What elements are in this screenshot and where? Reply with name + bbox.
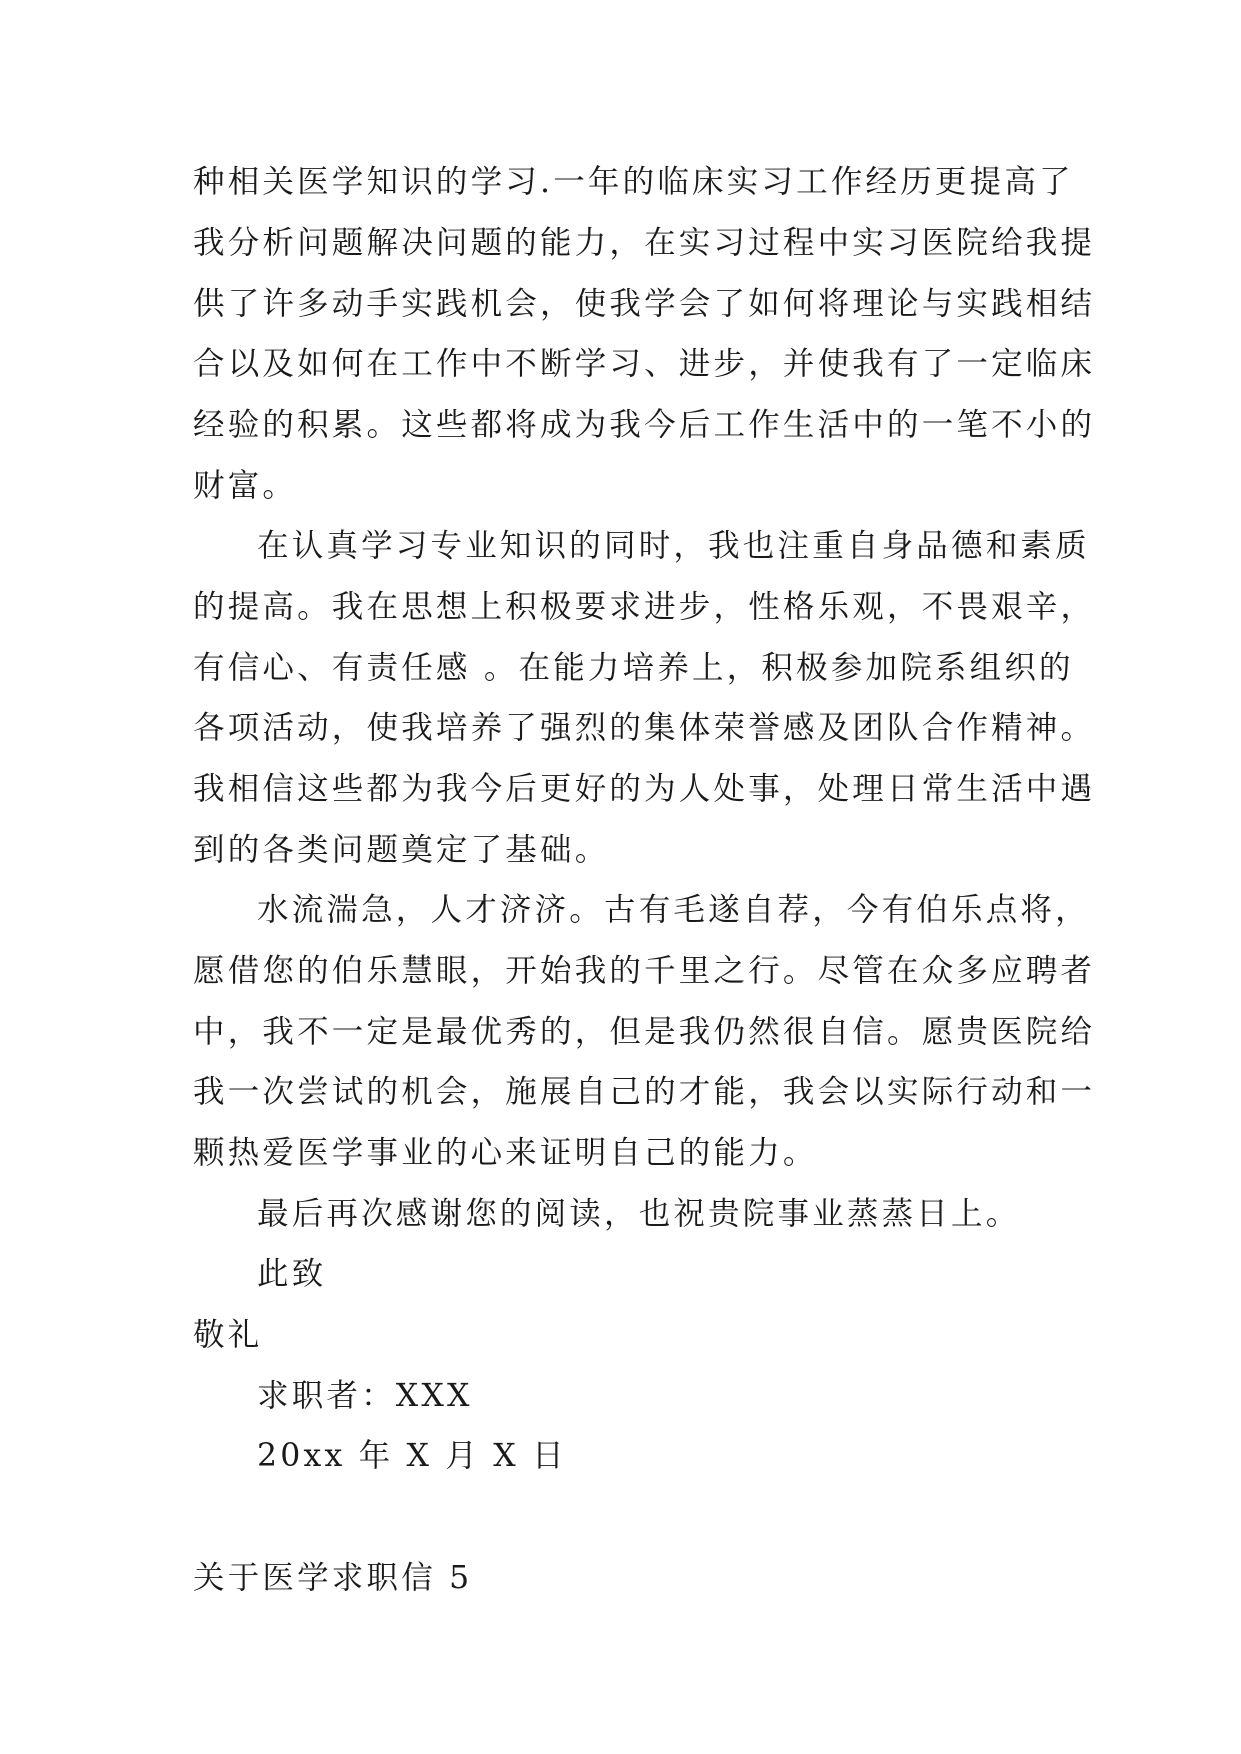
paragraph-line: 到的各类问题奠定了基础。 <box>193 832 610 868</box>
paragraph-line: 供了许多动手实践机会，使我学会了如何将理论与实践相结 <box>193 286 1096 322</box>
paragraph-line: 颗热爱医学事业的心来证明自己的能力。 <box>193 1135 818 1171</box>
paragraph-line: 水流湍急，人才济济。古有毛遂自荐，今有伯乐点将， <box>257 892 1090 928</box>
paragraph-line: 我一次尝试的机会，施展自己的才能，我会以实际行动和一 <box>193 1074 1096 1110</box>
paragraph-line: 种相关医学知识的学习.一年的临床实习工作经历更提高了 <box>193 164 1074 200</box>
salutation-regards: 敬礼 <box>193 1317 263 1353</box>
closing-line: 最后再次感谢您的阅读，也祝贵院事业蒸蒸日上。 <box>257 1196 1021 1232</box>
paragraph-line: 在认真学习专业知识的同时，我也注重自身品德和素质 <box>257 528 1090 564</box>
paragraph-line: 我相信这些都为我今后更好的为人处事，处理日常生活中遇 <box>193 771 1096 807</box>
paragraph-line: 经验的积累。这些都将成为我今后工作生活中的一笔不小的 <box>193 407 1096 443</box>
salutation-closing: 此致 <box>257 1256 327 1292</box>
paragraph-line: 愿借您的伯乐慧眼，开始我的千里之行。尽管在众多应聘者 <box>193 953 1096 989</box>
signature-date: 20xx 年 X 月 X 日 <box>257 1438 567 1474</box>
section-heading: 关于医学求职信 5 <box>193 1560 473 1596</box>
paragraph-line: 中，我不一定是最优秀的，但是我仍然很自信。愿贵医院给 <box>193 1014 1096 1050</box>
paragraph-line: 的提高。我在思想上积极要求进步，性格乐观，不畏艰辛， <box>193 589 1096 625</box>
paragraph-line: 我分析问题解决问题的能力，在实习过程中实习医院给我提 <box>193 225 1096 261</box>
paragraph-line: 合以及如何在工作中不断学习、进步，并使我有了一定临床 <box>193 346 1096 382</box>
paragraph-line: 财富。 <box>193 468 298 504</box>
signature-applicant: 求职者：XXX <box>257 1378 473 1414</box>
paragraph-line: 有信心、有责任感 。在能力培养上，积极参加院系组织的 <box>193 650 1074 686</box>
paragraph-line: 各项活动，使我培养了强烈的集体荣誉感及团队合作精神。 <box>193 710 1096 746</box>
